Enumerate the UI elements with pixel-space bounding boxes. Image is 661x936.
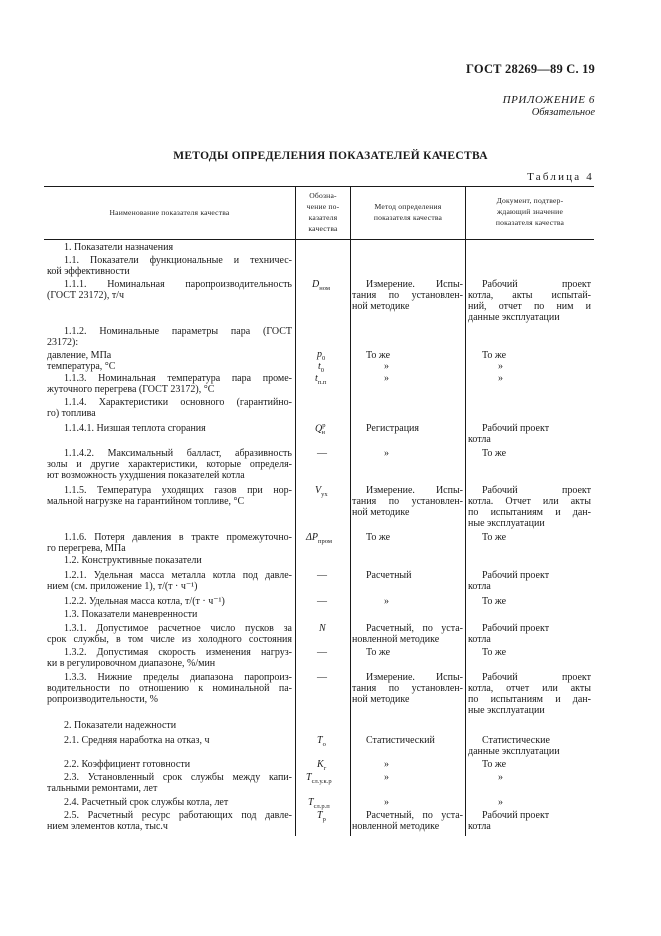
standard-header: ГОСТ 28269—89 С. 19 — [466, 62, 595, 76]
appendix-label: ПРИЛОЖЕНИЕ 6 — [502, 94, 595, 106]
method-1-3-3: ной методике — [352, 694, 410, 705]
row-1-1-2-pressure: давление, МПа — [47, 350, 112, 361]
document-1-1-1: котла, акты испытай- — [468, 290, 591, 301]
row-2-3-text: тальными ремонтами, лет — [47, 783, 158, 794]
row-1-1-2-text: 1.1.2. Номинальные параметры пара (ГОСТ — [64, 326, 292, 337]
row-1-3-1-text: 1.3.1. Допустимое расчетное число пусков за — [64, 623, 292, 634]
column-divider-2 — [350, 186, 351, 836]
symbol-dash: — — [317, 647, 327, 658]
document-1-3-1: Рабочий проект — [482, 623, 550, 634]
symbol-dash: — — [317, 596, 327, 607]
document-1-1-4-2: То же — [482, 448, 507, 459]
row-1-1-5-text: мальной нагрузке на гарантийном топливе, °С — [47, 496, 245, 507]
document-ditto: » — [498, 772, 503, 783]
document-1-1-4-1: котла — [468, 434, 491, 445]
symbol-base: ΔP — [306, 532, 318, 543]
symbol-design-resource — [317, 810, 326, 823]
symbol-dash: — — [317, 570, 327, 581]
row-2-5-text: нием элементов котла, тыс.ч — [47, 821, 168, 832]
column-header-method-line: показателя качества — [373, 213, 443, 222]
row-1-3-heading: 1.3. Показатели маневренности — [64, 609, 198, 620]
row-1-2-1-text: 1.2.1. Удельная масса металла котла под давле- — [64, 570, 292, 581]
method-1-1-1: тания по установлен- — [352, 290, 463, 301]
symbol-base: T — [308, 797, 314, 808]
document-1-3-2: То же — [482, 647, 507, 658]
document-1-1-4-1: Рабочий проект — [482, 423, 550, 434]
document-1-1-5: котла. Отчет или акты — [468, 496, 591, 507]
document-ditto: » — [498, 797, 503, 808]
symbol-subscript: сл.у.к.р — [311, 778, 332, 785]
symbol-start-count — [319, 623, 326, 634]
row-1-2-heading: 1.2. Конструктивные показатели — [64, 555, 202, 566]
document-ditto: » — [498, 373, 503, 384]
method-1-1-5: тания по установлен- — [352, 496, 463, 507]
method-1-1-6: То же — [366, 532, 391, 543]
row-1-3-3-text: 1.3.3. Нижние пределы диапазона паропроиз- — [64, 672, 292, 683]
symbol-subscript: сл.р.п — [313, 803, 330, 810]
column-header-method-line: Метод определения — [374, 202, 442, 211]
document-1-3-3: Рабочий проект — [482, 672, 591, 683]
row-1-1-text: 1.1. Показатели функциональные и техничес- — [64, 255, 292, 266]
document-1-1-1: ний, отчет по ним и — [468, 301, 591, 312]
symbol-reheat-temperature — [315, 373, 326, 386]
row-1-2-1-text: нием (см. приложение 1), т/(т · ч⁻¹) — [47, 581, 198, 592]
row-1-1-6-text: го перегрева, МПа — [47, 543, 126, 554]
symbol-base: N — [319, 623, 326, 634]
column-header-symbol — [296, 190, 350, 234]
row-1-3-2-text: 1.3.2. Допустимая скорость изменения нагруз- — [64, 647, 292, 658]
document-ditto: » — [498, 361, 503, 372]
method-1-3-3: тания по установлен- — [352, 683, 463, 694]
column-header-document-line: ждающий значение — [496, 207, 564, 216]
symbol-subscript: г — [323, 765, 327, 772]
symbol-base: K — [317, 759, 324, 770]
symbol-availability — [317, 759, 326, 772]
row-1-1-4-2-text: золы и другие характеристики, которые определя- — [47, 459, 292, 470]
method-1-3-2: То же — [366, 647, 391, 658]
row-1-3-3-text: водительности по отношению к номинальной па- — [47, 683, 292, 694]
document-1-2-1: Рабочий проект — [482, 570, 550, 581]
row-1-1-3-text: 1.1.3. Номинальная температура пара проме- — [64, 373, 292, 384]
row-1-2-2-text: 1.2.2. Удельная масса котла, т/(т · ч⁻¹) — [64, 596, 225, 607]
row-1-1-4-text: 1.1.4. Характеристики основного (гарантийно- — [64, 397, 292, 408]
row-2-5-text: 2.5. Расчетный ресурс работающих под давле- — [64, 810, 292, 821]
document-2-1: Статистические — [482, 735, 550, 746]
document-2-5: Рабочий проект — [482, 810, 550, 821]
document-1-3-3: котла, отчет или акты — [468, 683, 591, 694]
symbol-dash: — — [317, 672, 327, 683]
document-1-1-5: по испытаниям и дан- — [468, 507, 591, 518]
symbol-subscript: р — [322, 816, 326, 823]
method-1-1-2-pressure: То же — [366, 350, 391, 361]
row-1-1-text: кой эффективности — [47, 266, 130, 277]
method-2-5: Расчетный, по уста- — [366, 810, 463, 821]
method-1-1-5: ной методике — [352, 507, 410, 518]
row-2-4-text: 2.4. Расчетный срок службы котла, лет — [64, 797, 229, 808]
column-header-name-text: Наименование показателя качества — [109, 208, 230, 217]
row-1-1-1-text: (ГОСТ 23172), т/ч — [47, 290, 124, 301]
column-header-document-line: Документ, подтвер- — [496, 196, 564, 205]
symbol-base: V — [315, 485, 322, 496]
symbol-subscript: п.п — [317, 379, 327, 386]
symbol-lower-heating-value — [315, 422, 325, 436]
symbol-subscript: пром — [317, 538, 332, 545]
symbol-flue-gas-temperature — [315, 485, 328, 498]
symbol-base: p — [317, 349, 322, 360]
row-2-heading: 2. Показатели надежности — [64, 720, 177, 731]
symbol-subscript: 0 — [320, 367, 325, 374]
method-2-1: Статистический — [366, 735, 435, 746]
symbol-subscript: ух — [321, 491, 328, 498]
document-title: МЕТОДЫ ОПРЕДЕЛЕНИЯ ПОКАЗАТЕЛЕЙ КАЧЕСТВА — [173, 150, 488, 162]
column-header-symbol-line: Обозна- — [309, 191, 337, 200]
row-2-1-text: 2.1. Средняя наработка на отказ, ч — [64, 735, 210, 746]
row-1-3-2-text: ки в регулировочном диапазоне, %/мин — [47, 658, 216, 669]
row-1-1-4-text: го) топлива — [47, 408, 96, 419]
row-1-1-3-text: жуточного перегрева (ГОСТ 23172), °С — [47, 384, 215, 395]
column-divider-1 — [295, 186, 296, 836]
row-2-2-text: 2.2. Коэффициент готовности — [64, 759, 191, 770]
table-label: Таблица 4 — [527, 171, 594, 183]
column-header-symbol-line: казателя — [308, 213, 338, 222]
method-ditto: » — [384, 596, 389, 607]
method-ditto: » — [384, 373, 389, 384]
symbol-base: Q — [315, 423, 323, 435]
method-ditto: » — [384, 448, 389, 459]
document-1-3-3: ные эксплуатации — [468, 705, 545, 716]
document-1-1-5: Рабочий проект — [482, 485, 591, 496]
document-1-2-1: котла — [468, 581, 491, 592]
row-1-1-2-temperature: температура, °С — [47, 361, 116, 372]
symbol-nominal-steam-output — [312, 279, 330, 292]
method-1-3-3: Измерение. Испы- — [366, 672, 463, 683]
symbol-base: T — [306, 772, 312, 783]
method-1-1-5: Измерение. Испы- — [366, 485, 463, 496]
document-2-1: данные эксплуатации — [468, 746, 560, 757]
method-1-3-1: Расчетный, по уста- — [366, 623, 463, 634]
method-ditto: » — [384, 772, 389, 783]
symbol-base: D — [312, 279, 320, 290]
row-2-3-text: 2.3. Установленный срок службы между капи- — [64, 772, 292, 783]
method-1-1-1: Измерение. Испы- — [366, 279, 463, 290]
row-1-1-4-2-text: 1.1.4.2. Максимальный балласт, абразивность — [64, 448, 292, 459]
row-1-1-1-text: 1.1.1. Номинальная паропроизводительность — [64, 279, 292, 290]
method-ditto: » — [384, 759, 389, 770]
row-1-3-1-text: срок службы, в том числе из холодного состояния — [47, 634, 292, 645]
symbol-mtbf — [317, 735, 326, 748]
method-1-1-1: ной методике — [352, 301, 410, 312]
symbol-service-life — [308, 797, 330, 810]
symbol-base: t — [315, 373, 318, 384]
row-1-1-6-text: 1.1.6. Потеря давления в тракте промежуточно- — [64, 532, 292, 543]
symbol-subscript: о — [322, 741, 326, 748]
row-1-3-3-text: ропроизводительности, % — [47, 694, 158, 705]
symbol-base: T — [317, 735, 323, 746]
document-1-1-2-pressure: То же — [482, 350, 507, 361]
symbol-subscript: н — [321, 429, 325, 437]
method-2-5: новленной методике — [352, 821, 440, 832]
table-top-rule — [44, 186, 594, 187]
document-1-1-6: То же — [482, 532, 507, 543]
method-1-1-4-1: Регистрация — [366, 423, 419, 434]
method-1-2-1: Расчетный — [366, 570, 412, 581]
column-header-method — [351, 201, 465, 223]
document-1-1-1: Рабочий проект — [482, 279, 591, 290]
column-header-name — [44, 207, 295, 218]
column-header-symbol-line: качества — [308, 224, 338, 233]
row-1-1-4-2-text: ют возможность ухудшения показателей котла — [47, 470, 245, 481]
document-2-2: То же — [482, 759, 507, 770]
symbol-base: T — [317, 810, 323, 821]
row-1-1-5-text: 1.1.5. Температура уходящих газов при нор- — [64, 485, 292, 496]
symbol-subscript: ном — [319, 285, 330, 292]
symbol-subscript: 0 — [322, 355, 326, 362]
table-header-rule — [44, 239, 594, 240]
row-1-heading: 1. Показатели назначения — [64, 242, 174, 253]
symbol-superscript: р — [322, 422, 326, 429]
row-1-1-2-text: 23172): — [47, 337, 79, 348]
column-divider-3 — [465, 186, 466, 836]
column-header-document-line: показателя качества — [495, 218, 565, 227]
document-1-3-3: по испытаниям и дан- — [468, 694, 591, 705]
quality-methods-table — [44, 186, 594, 836]
symbol-overhaul-life — [306, 772, 332, 785]
symbol-base: t — [318, 361, 321, 372]
symbol-dash: — — [317, 448, 327, 459]
appendix-type: Обязательное — [531, 107, 595, 118]
method-ditto: » — [384, 797, 389, 808]
method-ditto: » — [384, 361, 389, 372]
symbol-reheat-pressure-loss — [306, 532, 332, 545]
document-1-1-1: данные эксплуатации — [468, 312, 560, 323]
document-2-5: котла — [468, 821, 491, 832]
column-header-symbol-line: чение по- — [306, 202, 340, 211]
document-1-1-5: ные эксплуатации — [468, 518, 545, 529]
method-1-3-1: новленной методике — [352, 634, 440, 645]
row-1-1-4-1-text: 1.1.4.1. Низшая теплота сгорания — [64, 423, 206, 434]
document-1-3-1: котла — [468, 634, 491, 645]
document-1-2-2: То же — [482, 596, 507, 607]
column-header-document — [466, 195, 594, 228]
